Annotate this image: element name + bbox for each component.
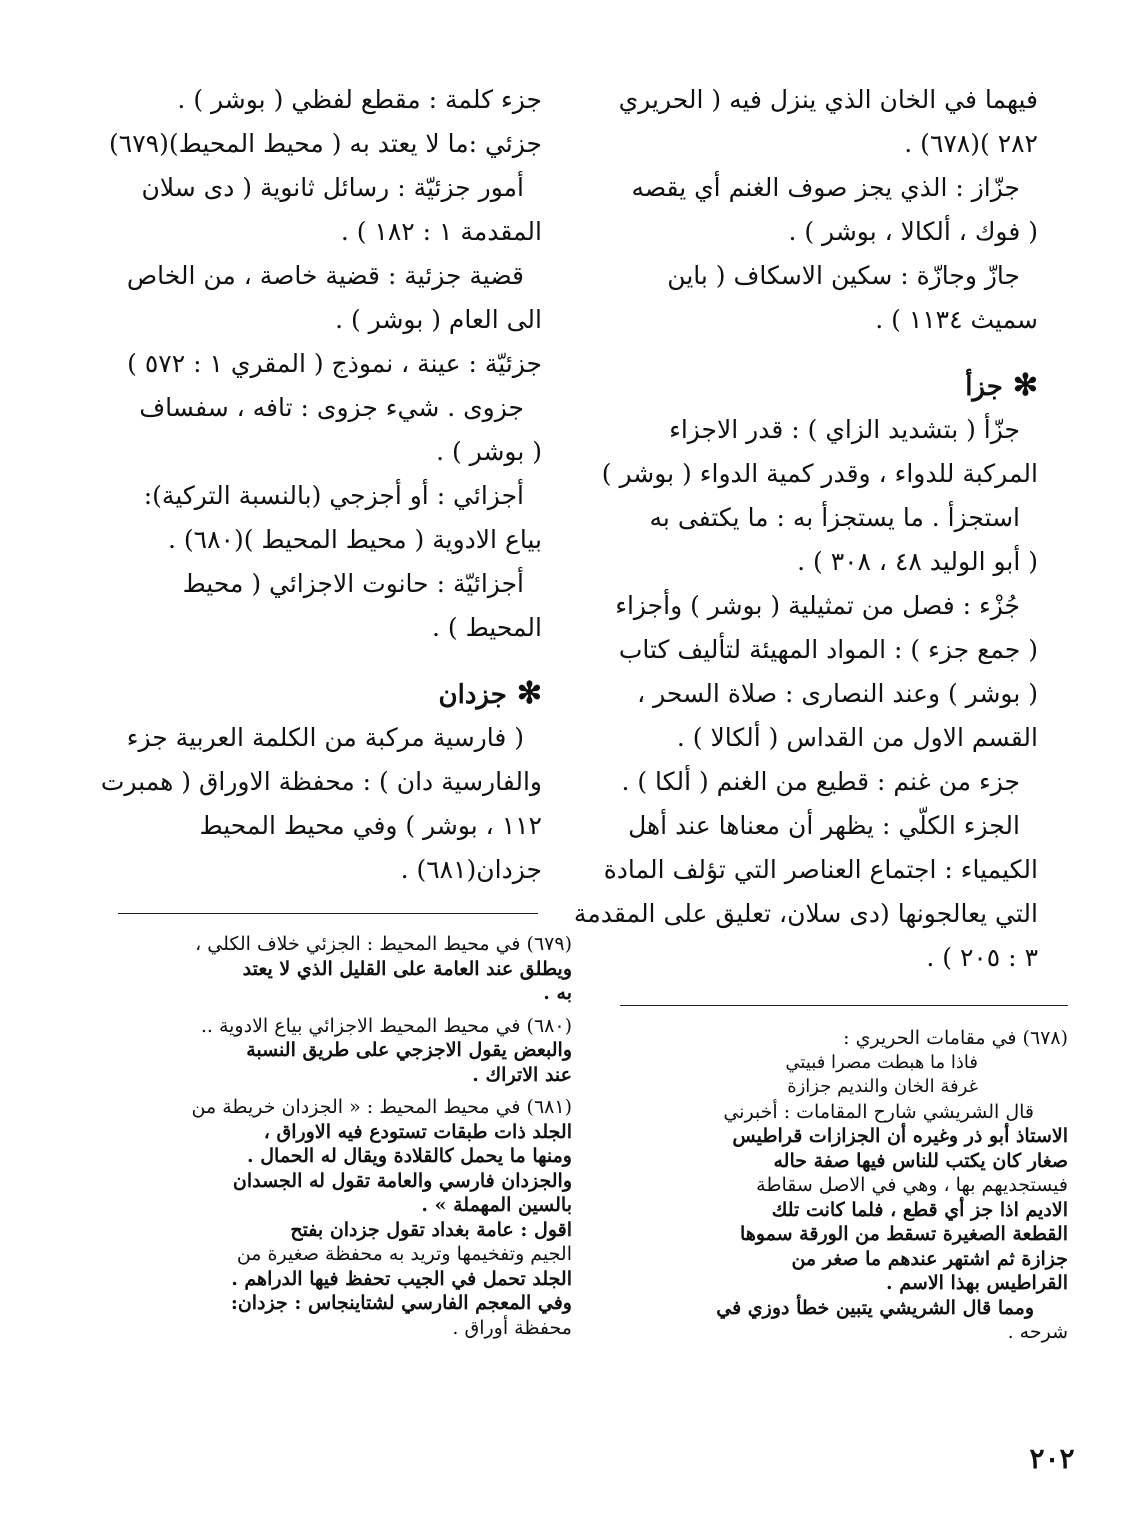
footnote-line: ومما قال الشريشي يتبين خطأ دوزي في <box>716 1296 1034 1319</box>
footnote-line: بالسين المهملة » . <box>421 1194 572 1216</box>
text-line: المقدمة ١ : ١٨٢ ) . <box>340 217 542 246</box>
footnote-line: شرحه . <box>1007 1321 1068 1343</box>
text-line: الكيمياء : اجتماع العناصر التي تؤلف المادة <box>603 855 1038 884</box>
asterisk-icon: ✻ <box>1012 368 1038 403</box>
verse-line: فاذا ما هبطت مصرا فبيتي <box>785 1051 978 1073</box>
entry-heading <box>122 672 542 716</box>
text-line: التي يعالجونها (دى سلان، تعليق على المقدمة <box>573 899 1038 928</box>
text-line: جزء من غنم : قطيع من الغنم ( ألكا ) . <box>621 767 1020 796</box>
footnote-line: القطعة الصغيرة تسقط من الورقة سموها <box>740 1223 1068 1245</box>
text-line: ( أبو الوليد ٤٨ ، ٣٠٨ ) . <box>797 547 1038 576</box>
footnotes-left <box>116 932 572 1340</box>
text-line: الجزء الكلّي : يظهر أن معناها عند أهل <box>628 811 1020 840</box>
footnote-line: صغار كان يكتب للناس فيها صفة حاله <box>773 1149 1068 1172</box>
text-line: أمور جزئيّة : رسائل ثانوية ( دى سلان <box>141 173 524 202</box>
text-line: ( بوشر ) . <box>436 437 542 466</box>
footnote-gap <box>116 1087 572 1095</box>
footnote-separator-right <box>620 1005 1068 1006</box>
page-number: ٢٠٢ <box>1029 1442 1075 1475</box>
heading-text: جزأ <box>965 372 1003 402</box>
footnote-line: (٦٨٠) في محيط المحيط الاجزائي بياع الادوية .. <box>200 1014 572 1037</box>
text-line: ( فارسية مركبة من الكلمة العربية جزء <box>126 723 524 752</box>
footnote-line: اقول : عامة بغداد تقول جزدان بفتح <box>290 1218 572 1241</box>
footnote-separator-left <box>118 913 538 914</box>
footnote-line: ويطلق عند العامة على القليل الذي لا يعتد <box>242 957 572 980</box>
paragraph-gap <box>122 650 542 672</box>
footnote-line: الاستاذ أبو ذر وغيره أن الجزازات قراطيس <box>732 1125 1068 1147</box>
footnote-line: الاديم اذا جز أي قطع ، فلما كانت تلك <box>771 1198 1068 1221</box>
text-line: المركبة للدواء ، وقدر كمية الدواء ( بوشر ) <box>601 459 1038 488</box>
text-line: القسم الاول من القداس ( ألكالا ) . <box>676 723 1038 752</box>
footnote-line: فيستجديهم بها ، وهي في الاصل سقاطة <box>756 1174 1068 1196</box>
text-line: استجزأ . ما يستجزأ به : ما يكتفى به <box>649 503 1020 532</box>
text-line: جزدان(٦٨١) . <box>400 855 542 884</box>
footnote-line: جزازة ثم اشتهر عندهم ما صغر من <box>791 1247 1068 1270</box>
footnote-line: القراطيس بهذا الاسم . <box>886 1272 1068 1294</box>
text-line: جزء كلمة : مقطع لفظي ( بوشر ) . <box>177 85 542 114</box>
footnote-line: (٦٨١) في محيط المحيط : « الجزدان خريطة من <box>191 1096 572 1118</box>
footnote-line: به . <box>543 982 572 1004</box>
verse-line: غرفة الخان والنديم جزازة <box>787 1076 978 1097</box>
footnote-line: الجيم وتفخيمها وتريد به محفظة صغيرة من <box>236 1243 572 1265</box>
footnote-line: الجلد ذات طبقات تستودع فيه الاوراق ، <box>263 1120 572 1143</box>
footnote-line: عند الاتراك . <box>472 1063 572 1086</box>
footnote-line: والبعض يقول الاجزجي على طريق النسبة <box>246 1039 572 1061</box>
text-line: ( فوك ، ألكالا ، بوشر ) . <box>788 217 1038 246</box>
text-line: جُزْء : فصل من تمثيلية ( بوشر ) وأجزاء <box>615 591 1020 620</box>
text-line: جزوى . شيء جزوى : تافه ، سفساف <box>139 393 524 422</box>
text-line: ٢٨٢ )(٦٧٨) . <box>904 129 1038 158</box>
text-line: المحيط ) . <box>431 613 542 642</box>
text-line: جزئيّة : عينة ، نموذج ( المقري ١ : ٥٧٢ ) <box>127 349 542 378</box>
text-line: ( بوشر ) وعند النصارى : صلاة السحر ، <box>637 679 1038 708</box>
footnote-line: ومنها ما يحمل كالقلادة ويقال له الحمال . <box>247 1145 572 1167</box>
footnote-gap <box>116 1006 572 1014</box>
text-line: جزّأ ( بتشديد الزاي ) : قدر الاجزاء <box>669 415 1020 444</box>
footnote-line: (٦٧٨) في مقامات الحريري : <box>843 1027 1068 1049</box>
text-line: جازّ وجازّة : سكين الاسكاف ( باين <box>667 261 1020 290</box>
text-line: جزّاز : الذي يجز صوف الغنم أي يقصه <box>631 173 1020 202</box>
text-line: جزئي :ما لا يعتد به ( محيط المحيط)(٦٧٩) <box>109 129 542 158</box>
footnotes-right <box>612 1026 1068 1345</box>
text-line: بياع الادوية ( محيط المحيط )(٦٨٠) . <box>168 525 542 554</box>
text-line: فيهما في الخان الذي ينزل فيه ( الحريري <box>618 85 1038 114</box>
text-line: أجزائيّة : حانوت الاجزائي ( محيط <box>182 569 524 598</box>
asterisk-icon: ✻ <box>516 676 542 711</box>
text-line: ٣ : ٢٠٥ ) . <box>926 943 1038 972</box>
footnote-line: والجزدان فارسي والعامة تقول له الجسدان <box>232 1169 572 1192</box>
text-line: الى العام ( بوشر ) . <box>335 305 542 334</box>
footnote-line: (٦٧٩) في محيط المحيط : الجزئي خلاف الكلي ، <box>195 933 572 955</box>
right-column <box>573 78 1038 980</box>
text-line: أجزائي : أو أجزجي (بالنسبة التركية): <box>143 481 524 510</box>
footnote-line: قال الشريشي شارح المقامات : أخبرني <box>723 1100 1034 1123</box>
heading-text: جزدان <box>438 680 507 710</box>
text-line: سميث ١١٣٤ ) . <box>875 305 1038 334</box>
text-line: ١١٢ ، بوشر ) وفي محيط المحيط <box>199 811 542 840</box>
footnote-line: وفي المعجم الفارسي لشتاينجاس : جزدان: <box>230 1292 572 1314</box>
paragraph-gap <box>612 342 1038 364</box>
footnote-line: محفظة أوراق . <box>452 1316 572 1339</box>
footnote-line: الجلد تحمل في الجيب تحفظ فيها الدراهم . <box>231 1267 572 1290</box>
text-line: قضية جزئية : قضية خاصة ، من الخاص <box>126 261 524 290</box>
entry-heading <box>612 364 1038 408</box>
text-line: ( جمع جزء ) : المواد المهيئة لتأليف كتاب <box>618 635 1038 664</box>
text-line: والفارسية دان ) : محفظة الاوراق ( همبرت <box>100 767 542 796</box>
left-column <box>100 78 542 892</box>
